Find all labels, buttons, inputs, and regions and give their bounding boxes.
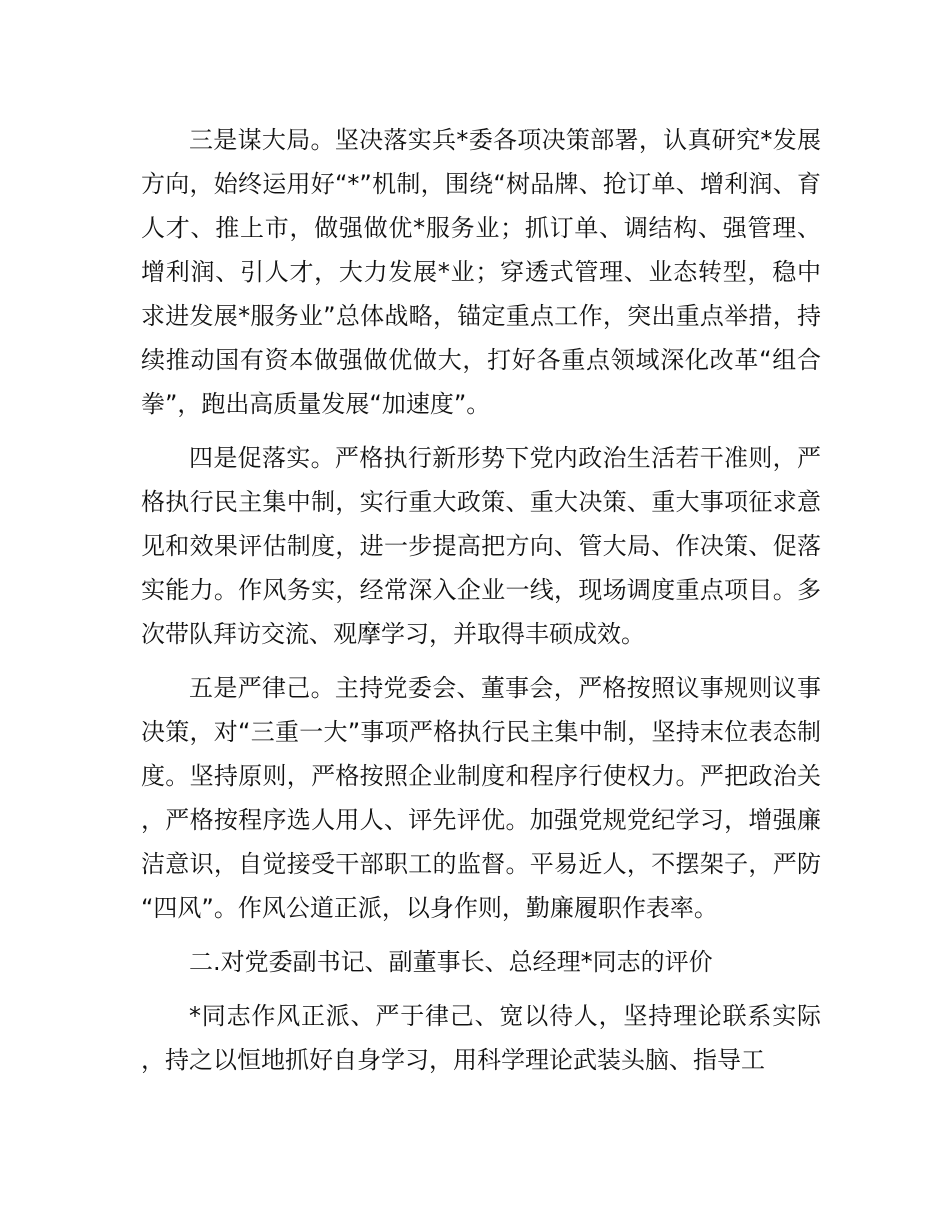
paragraph-evaluation: *同志作风正派、严于律己、宽以待人，坚持理论联系实际，持之以恒地抓好自身学习，用科学理论武装头脑、指导工 (141, 1002, 821, 1074)
paragraph-implementation: 四是促落实。严格执行新形势下党内政治生活若干准则，严格执行民主集中制，实行重大政策、重大决策、重大事项征求意见和效果评估制度，进一步提高把方向、管大局、作决策、促落实能力。作风务实，经常深入企业一线，现场调度重点项目。多次带队拜访交流、观摩学习，并取得丰硕成效。 (141, 444, 821, 648)
paragraph-planning: 三是谋大局。坚决落实兵*委各项决策部署，认真研究*发展方向，始终运用好“*”机制，围绕“树品牌、抢订单、增利润、育人才、推上市，做强做优*服务业；抓订单、调结构、强管理、增利润、引人才，大力发展*业；穿透式管理、业态转型，稳中求进发展*服务业”总体战略，锚定重点工作，突出重点举措，持续推动国有资本做强做优做大，打好各重点领域深化改革“组合拳”，跑出高质量发展“加速度”。 (141, 126, 821, 418)
section-heading: 二.对党委副书记、副董事长、总经理*同志的评价 (189, 948, 713, 976)
document-body (141, 118, 821, 1092)
paragraph-self-discipline: 五是严律己。主持党委会、董事会，严格按照议事规则议事决策，对“三重一大”事项严格执行民主集中制，坚持末位表态制度。坚持原则，严格按照企业制度和程序行使权力。严把政治关，严格按程序选人用人、评先评优。加强党规党纪学习，增强廉洁意识，自觉接受干部职工的监督。平易近人，不摆架子，严防“四风”。作风公道正派，以身作则，勤廉履职作表率。 (141, 674, 821, 922)
